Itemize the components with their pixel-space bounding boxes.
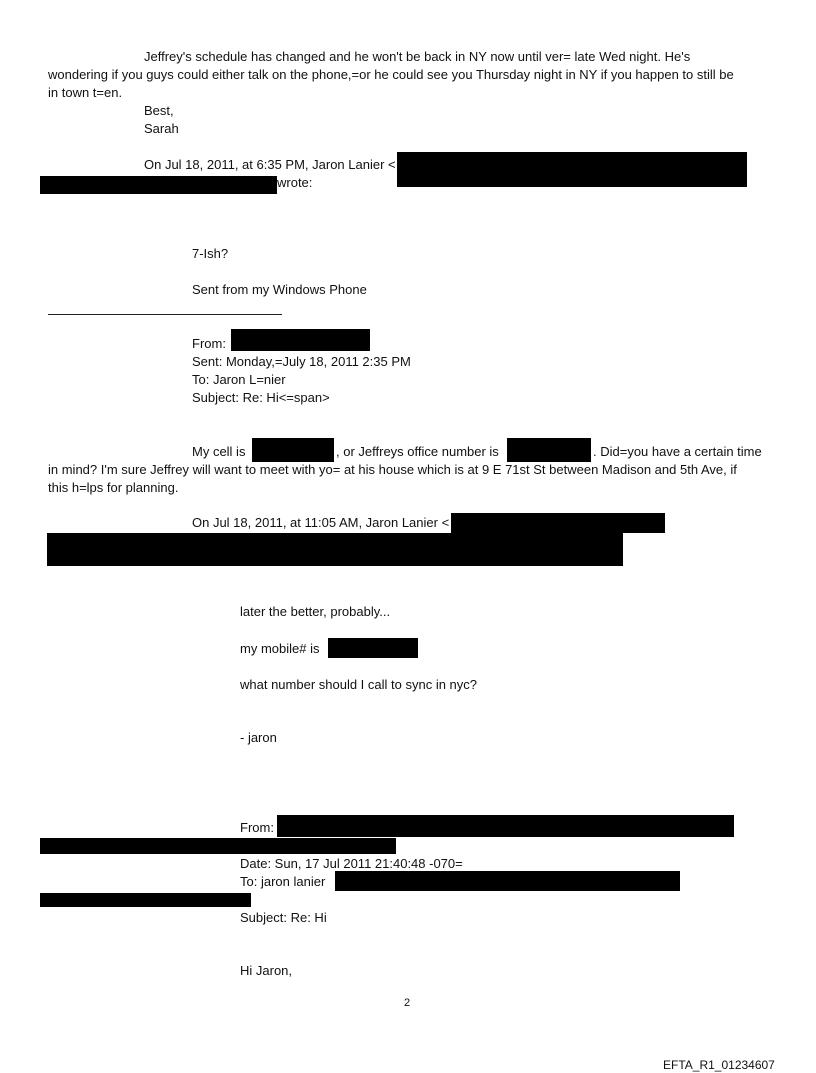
redaction-box: [40, 176, 277, 194]
cell-message-line2: in mind? I'm sure Jeffrey will want to meet with yo= at his house which is at 9 E 71st St between Madison and 5th Ave, if: [48, 462, 737, 477]
redaction-box: [507, 438, 591, 462]
redaction-box: [397, 152, 747, 187]
quote1-header-suffix: wrote:: [277, 175, 313, 190]
redaction-box: [40, 838, 396, 854]
redaction-box: [328, 638, 418, 658]
jaron-message-line4: - jaron: [240, 730, 277, 745]
redaction-box: [231, 329, 370, 351]
cell-message-line3: this h=lps for planning.: [48, 480, 179, 495]
separator-line: [48, 314, 282, 315]
redaction-box: [335, 871, 680, 891]
jaron-reply-signature: Sent from my Windows Phone: [192, 282, 367, 297]
redaction-box: [252, 438, 334, 462]
forward-to-line: To: Jaron L=nier: [192, 372, 286, 387]
sarah-signature: Sarah: [144, 121, 179, 136]
sarah-closing: Best,: [144, 103, 174, 118]
page-number: 2: [404, 997, 411, 1009]
cell-message-part1: My cell is: [192, 444, 246, 459]
jaron-message-line1: later the better, probably...: [240, 604, 391, 619]
forward-sent-line: Sent: Monday,=July 18, 2011 2:35 PM: [192, 354, 411, 369]
redaction-box: [40, 893, 251, 907]
jaron-message-line3: what number should I call to sync in nyc?: [240, 677, 478, 692]
cell-message-part3: . Did=you have a certain time: [593, 444, 762, 459]
redaction-box: [47, 533, 623, 566]
sarah-message-line1: Jeffrey's schedule has changed and he won't be back in NY now until ver= late Wed night. He's: [144, 49, 691, 64]
redaction-box: [277, 815, 734, 837]
cell-message-part2: , or Jeffreys office number is: [336, 444, 499, 459]
bates-number: EFTA_R1_01234607: [663, 1058, 775, 1072]
redaction-box: [451, 513, 665, 533]
quote2-header-prefix: On Jul 18, 2011, at 11:05 AM, Jaron Lanier <: [192, 515, 450, 530]
greeting-line: Hi Jaron,: [240, 963, 293, 978]
quote1-header-prefix: On Jul 18, 2011, at 6:35 PM, Jaron Lanier <: [144, 157, 396, 172]
jaron-message-line2: my mobile# is: [240, 641, 320, 656]
sarah-message-line2: wondering if you guys could either talk on the phone,=or he could see you Thursday night in NY if you happen to still be: [48, 67, 734, 82]
original-to-line: To: jaron lanier: [240, 874, 326, 889]
original-subject-line: Subject: Re: Hi: [240, 910, 327, 925]
forward-subject-line: Subject: Re: Hi<=span>: [192, 390, 330, 405]
jaron-reply-text: 7-Ish?: [192, 246, 229, 261]
sarah-message-line3: in town t=en.: [48, 85, 123, 100]
original-from-label: From:: [240, 820, 274, 835]
forward-from-label: From:: [192, 336, 226, 351]
original-date-line: Date: Sun, 17 Jul 2011 21:40:48 -070=: [240, 856, 463, 871]
